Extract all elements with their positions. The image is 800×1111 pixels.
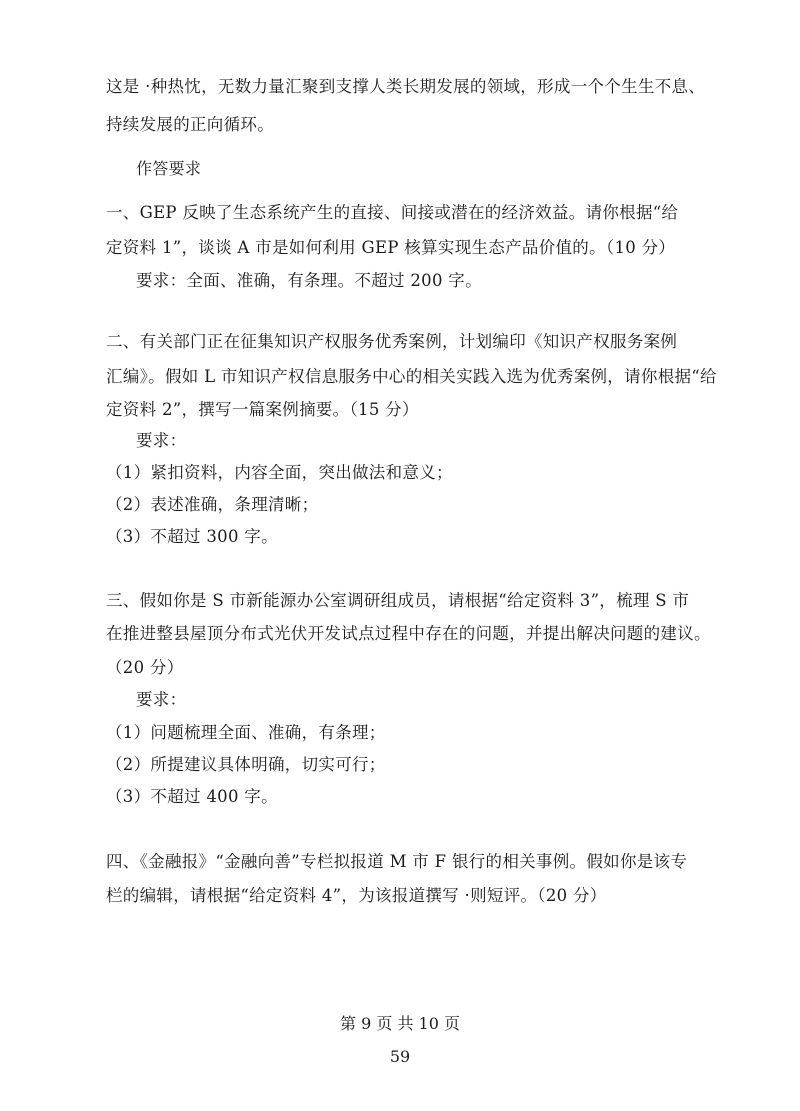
q3-requirement-3: （3）不超过 400 字。 [106,787,278,806]
section-heading: 作答要求 [136,159,202,178]
page-footer-label: 第 9 页 共 10 页 [340,1014,460,1033]
q2-requirement-1: （1）紧扣资料，内容全面，突出做法和意义； [106,463,453,482]
q2-requirement-2: （2）表述准确，条理清晰； [106,495,319,514]
q3-line-2: 在推进整县屋顶分布式光伏开发试点过程中存在的问题，并提出解决问题的建议。 [106,624,711,643]
q3-line-3: （20 分） [106,658,184,677]
q2-line-1: 二、有关部门正在征集知识产权服务优秀案例，计划编印《知识产权服务案例 [106,332,678,351]
q3-requirement-label: 要求： [136,690,187,709]
q4-line-1: 四、《金融报》“金融向善”专栏拟报道 M 市 F 银行的相关事例。假如你是该专 [106,852,688,871]
q1-requirement: 要求：全面、准确，有条理。不超过 200 字。 [136,271,482,290]
q3-requirement-1: （1）问题梳理全面、准确，有条理； [106,723,386,742]
intro-line-2: 持续发展的正向循环。 [106,115,274,134]
q1-line-2: 定资料 1”，谈谈 A 市是如何利用 GEP 核算实现生态产品价值的。（10 分） [106,238,676,257]
q2-line-2: 汇编》。假如 L 市知识产权信息服务中心的相关实践入选为优秀案例，请你根据“给 [106,367,717,386]
q2-requirement-label: 要求： [136,431,187,450]
q2-requirement-3: （3）不超过 300 字。 [106,527,278,546]
q2-line-3: 定资料 2”，撰写一篇案例摘要。（15 分） [106,400,419,419]
page-number: 59 [389,1047,411,1066]
intro-line-1: 这是 ·种热忱，无数力量汇聚到支撑人类长期发展的领域，形成一个个生生不息、 [106,77,706,96]
q1-line-1: 一、GEP 反映了生态系统产生的直接、间接或潜在的经济效益。请你根据“给 [106,203,679,222]
q3-line-1: 三、假如你是 S 市新能源办公室调研组成员，请根据“给定资料 3”，梳理 S 市 [106,591,690,610]
q4-line-2: 栏的编辑，请根据“给定资料 4”，为该报道撰写 ·则短评。（20 分） [106,886,607,905]
q3-requirement-2: （2）所提建议具体明确，切实可行； [106,755,386,774]
